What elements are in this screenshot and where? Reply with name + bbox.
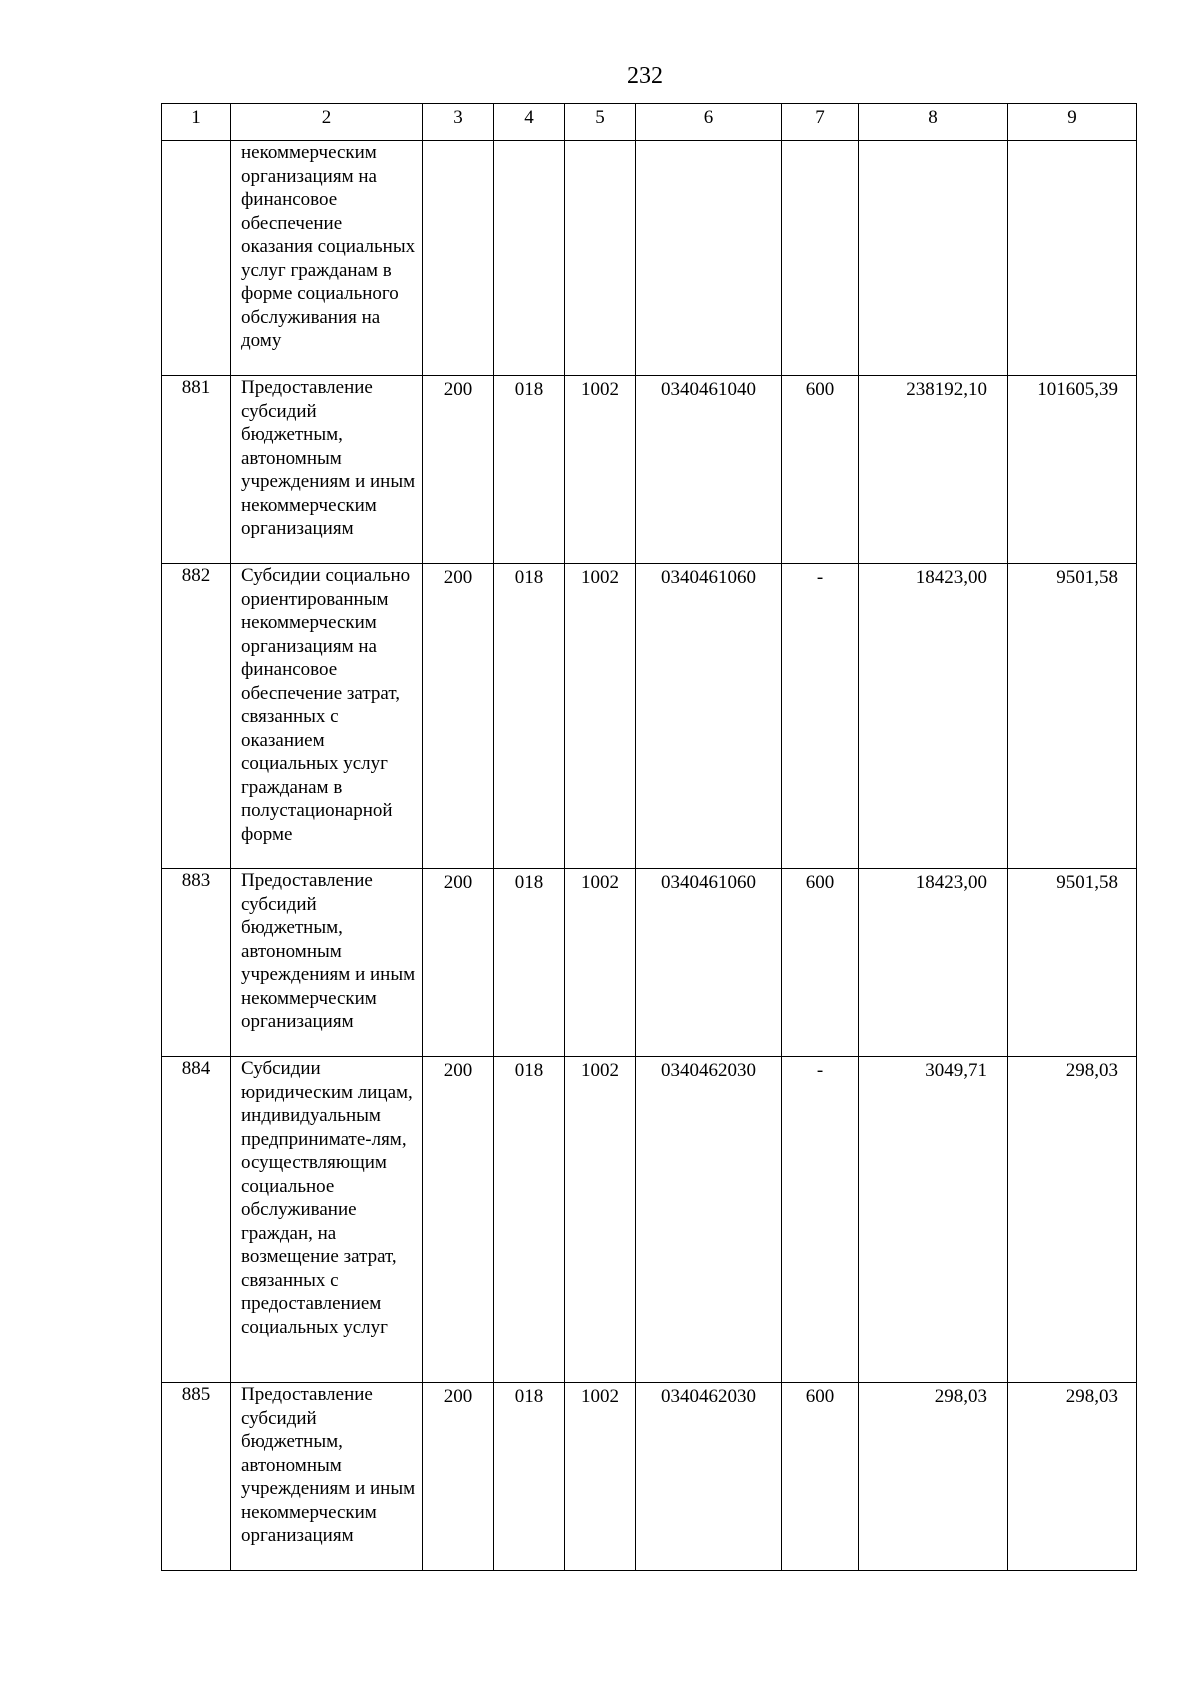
- row-col-3: 200: [423, 376, 494, 564]
- page-number: 232: [627, 63, 663, 89]
- row-col-3: 200: [423, 869, 494, 1057]
- row-number: 884: [162, 1057, 231, 1383]
- row-col-6: 0340461060: [636, 869, 782, 1057]
- header-col-6: 6: [636, 104, 782, 141]
- row-description: Предоставление субсидий бюджетным, автономным учреждениям и иным некоммерческим организациям: [231, 1383, 423, 1571]
- row-number: 881: [162, 376, 231, 564]
- row-col-3: 200: [423, 1383, 494, 1571]
- table-row: [162, 564, 1137, 869]
- row-col-8: [859, 141, 1008, 376]
- table-row: [162, 1057, 1137, 1383]
- row-col-4: 018: [494, 376, 565, 564]
- row-col-3: [423, 141, 494, 376]
- row-col-5: [565, 141, 636, 376]
- row-col-6: 0340462030: [636, 1057, 782, 1383]
- row-description: Субсидии юридическим лицам, индивидуальным предпринимате-лям, осуществляющим социальное обслуживание граждан, на возмещение затрат, связанных с предоставлением социальных услуг: [231, 1057, 423, 1383]
- row-col-7: [782, 141, 859, 376]
- row-col-5: 1002: [565, 869, 636, 1057]
- row-col-8: 18423,00: [859, 564, 1008, 869]
- table-header-row: [162, 104, 1137, 141]
- row-col-9: 101605,39: [1008, 376, 1137, 564]
- table-row: [162, 141, 1137, 376]
- header-col-7: 7: [782, 104, 859, 141]
- row-col-5: 1002: [565, 376, 636, 564]
- header-col-8: 8: [859, 104, 1008, 141]
- header-col-2: 2: [231, 104, 423, 141]
- table-row: [162, 376, 1137, 564]
- row-col-8: 238192,10: [859, 376, 1008, 564]
- table-row: [162, 869, 1137, 1057]
- row-col-5: 1002: [565, 1383, 636, 1571]
- row-col-9: 9501,58: [1008, 564, 1137, 869]
- row-number: 882: [162, 564, 231, 869]
- row-col-4: 018: [494, 1383, 565, 1571]
- row-col-3: 200: [423, 564, 494, 869]
- row-col-7: -: [782, 564, 859, 869]
- row-col-4: [494, 141, 565, 376]
- row-number: 885: [162, 1383, 231, 1571]
- row-col-3: 200: [423, 1057, 494, 1383]
- row-number: 883: [162, 869, 231, 1057]
- row-col-7: 600: [782, 376, 859, 564]
- row-col-5: 1002: [565, 564, 636, 869]
- header-col-3: 3: [423, 104, 494, 141]
- row-description: Субсидии социально ориентированным некоммерческим организациям на финансовое обеспечение затрат, связанных с оказанием социальных услуг гражданам в полустационарной форме: [231, 564, 423, 869]
- row-col-5: 1002: [565, 1057, 636, 1383]
- row-col-7: 600: [782, 869, 859, 1057]
- row-description: Предоставление субсидий бюджетным, автономным учреждениям и иным некоммерческим организациям: [231, 869, 423, 1057]
- row-col-4: 018: [494, 1057, 565, 1383]
- row-col-9: 298,03: [1008, 1383, 1137, 1571]
- row-col-8: 3049,71: [859, 1057, 1008, 1383]
- row-description: некоммерческим организациям на финансовое обеспечение оказания социальных услуг гражданам в форме социального обслуживания на дому: [231, 141, 423, 376]
- header-col-4: 4: [494, 104, 565, 141]
- row-col-7: -: [782, 1057, 859, 1383]
- row-col-9: 9501,58: [1008, 869, 1137, 1057]
- table-row: [162, 1383, 1137, 1571]
- row-col-4: 018: [494, 564, 565, 869]
- header-col-5: 5: [565, 104, 636, 141]
- row-col-6: [636, 141, 782, 376]
- row-col-8: 298,03: [859, 1383, 1008, 1571]
- row-description: Предоставление субсидий бюджетным, автономным учреждениям и иным некоммерческим организациям: [231, 376, 423, 564]
- row-col-8: 18423,00: [859, 869, 1008, 1057]
- row-number: [162, 141, 231, 376]
- header-col-1: 1: [162, 104, 231, 141]
- header-col-9: 9: [1008, 104, 1137, 141]
- row-col-4: 018: [494, 869, 565, 1057]
- budget-table: [161, 103, 1137, 1571]
- row-col-9: [1008, 141, 1137, 376]
- row-col-9: 298,03: [1008, 1057, 1137, 1383]
- row-col-6: 0340461060: [636, 564, 782, 869]
- row-col-6: 0340461040: [636, 376, 782, 564]
- row-col-6: 0340462030: [636, 1383, 782, 1571]
- row-col-7: 600: [782, 1383, 859, 1571]
